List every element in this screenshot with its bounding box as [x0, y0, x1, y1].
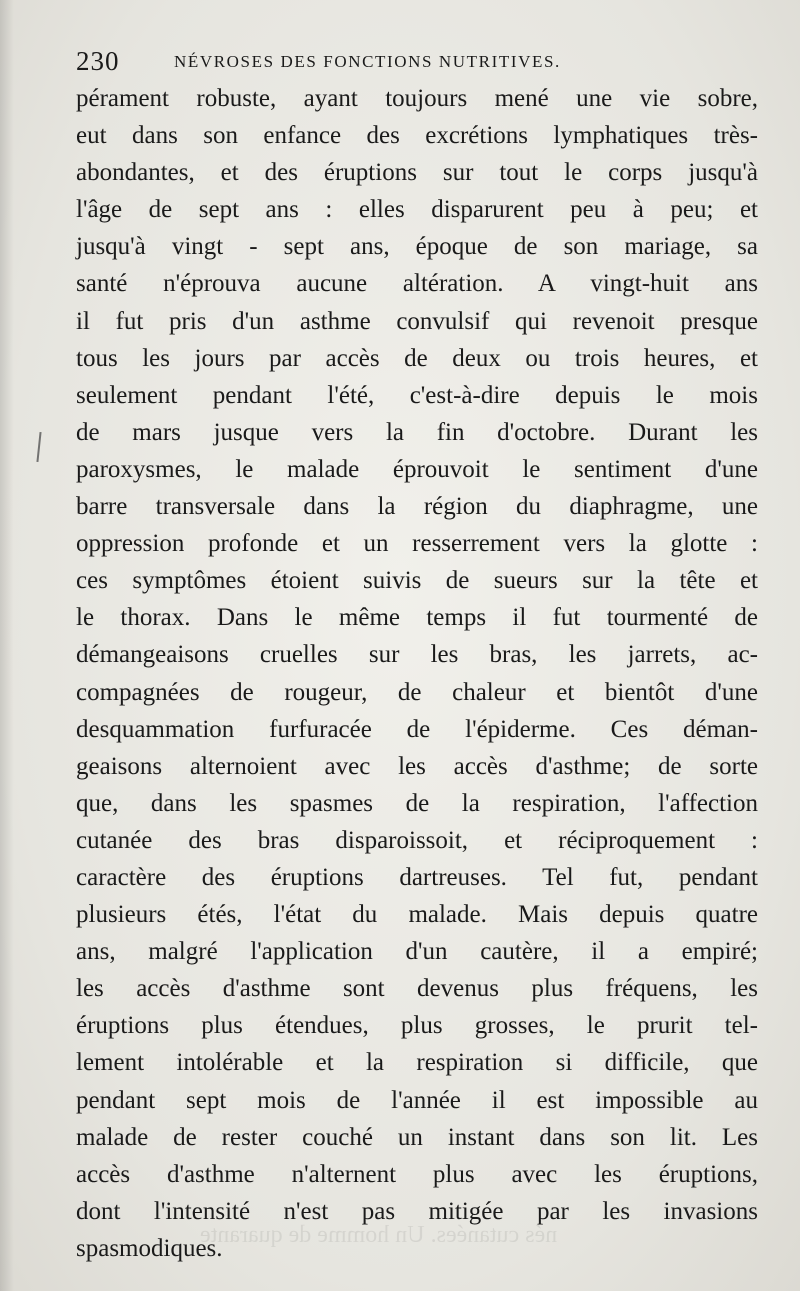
text-line: démangeaisons cruelles sur les bras, les jarrets, ac-	[76, 641, 758, 669]
text-line: ans, malgré l'application d'un cautère, il a empiré;	[76, 938, 758, 966]
text-line: pendant sept mois de l'année il est impossible au	[76, 1086, 758, 1114]
text-line: caractère des éruptions dartreuses. Tel fut, pendant	[76, 863, 758, 891]
text-line: desquammation furfuracée de l'épiderme. Ces déman-	[76, 715, 758, 743]
text-line: abondantes, et des éruptions sur tout le corps jusqu'à	[76, 159, 758, 187]
running-title: NÉVROSES DES FONCTIONS NUTRITIVES.	[174, 52, 561, 71]
text-line: eut dans son enfance des excrétions lymphatiques très-	[76, 122, 758, 150]
text-line: malade de rester couché un instant dans son lit. Les	[76, 1123, 758, 1151]
text-line: dont l'intensité n'est pas mitigée par les invasions	[76, 1197, 758, 1225]
text-line: paroxysmes, le malade éprouvoit le sentiment d'une	[76, 455, 758, 483]
text-line: le thorax. Dans le même temps il fut tourmenté de	[76, 604, 758, 632]
text-line: barre transversale dans la région du diaphragme, une	[76, 493, 758, 521]
text-line: de mars jusque vers la fin d'octobre. Durant les	[76, 418, 758, 446]
text-line: seulement pendant l'été, c'est-à-dire depuis le mois	[76, 381, 758, 409]
text-line: plusieurs étés, l'état du malade. Mais depuis quatre	[76, 901, 758, 929]
page-gutter-shadow	[0, 0, 14, 1291]
page-number: 230	[76, 46, 120, 76]
text-line: lement intolérable et la respiration si difficile, que	[76, 1049, 758, 1077]
text-line: l'âge de sept ans : elles disparurent peu à peu; et	[76, 196, 758, 224]
text-line: oppression profonde et un resserrement vers la glotte :	[76, 530, 758, 558]
running-head	[76, 46, 776, 76]
margin-mark	[36, 432, 41, 462]
text-line: jusqu'à vingt - sept ans, époque de son mariage, sa	[76, 233, 758, 261]
text-line: il fut pris d'un asthme convulsif qui revenoit presque	[76, 307, 758, 335]
text-line: tous les jours par accès de deux ou trois heures, et	[76, 344, 758, 372]
text-line: pérament robuste, ayant toujours mené une vie sobre,	[76, 85, 758, 112]
body-text	[76, 80, 758, 1267]
text-line: compagnées de rougeur, de chaleur et bientôt d'une	[76, 678, 758, 706]
text-line: geaisons alternoient avec les accès d'asthme; de sorte	[76, 752, 758, 780]
text-line: santé n'éprouva aucune altération. A vingt-huit ans	[76, 270, 758, 298]
text-line: accès d'asthme n'alternent plus avec les éruptions,	[76, 1160, 758, 1188]
text-line: éruptions plus étendues, plus grosses, le prurit tel-	[76, 1012, 758, 1040]
text-line: ces symptômes étoient suivis de sueurs sur la tête et	[76, 567, 758, 595]
text-line: que, dans les spasmes de la respiration, l'affection	[76, 789, 758, 817]
text-line: cutanée des bras disparoissoit, et réciproquement :	[76, 826, 758, 854]
text-line: les accès d'asthme sont devenus plus fréquens, les	[76, 975, 758, 1003]
show-through-text: nés cutanées. Un homme de quarante	[200, 1222, 558, 1248]
text-line-last: spasmodiques.	[76, 1234, 223, 1262]
